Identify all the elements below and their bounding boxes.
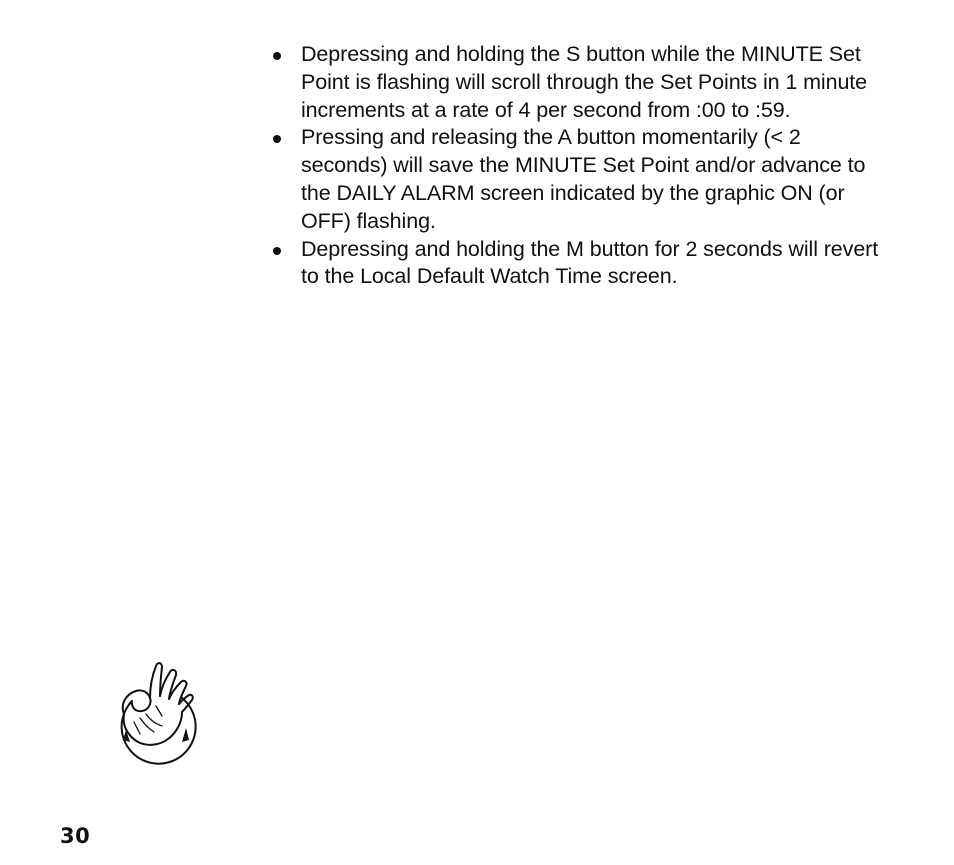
page-number: 30 [60, 824, 91, 848]
bullet-icon [273, 247, 281, 255]
list-item [270, 236, 890, 292]
bullet-icon [273, 52, 281, 60]
list-item-text: Pressing and releasing the A button momentarily (< 2 seconds) will save the MINUTE Set Point and/or advance to the DAILY ALARM screen indicated by the graphic ON (or OFF) flashing. [301, 125, 866, 233]
list-item-text: Depressing and holding the M button for 2 seconds will revert to the Local Default Watch Time screen. [301, 236, 879, 289]
instruction-list [270, 41, 890, 291]
list-item-text: Depressing and holding the S button while the MINUTE Set Point is flashing will scroll through the Set Points in 1 minute increments at a rate of 4 per second from :00 to :59. [301, 42, 868, 122]
list-item [270, 124, 890, 235]
bullet-icon [273, 135, 281, 143]
ok-hand-circle-icon [110, 656, 202, 776]
list-item [270, 41, 890, 124]
